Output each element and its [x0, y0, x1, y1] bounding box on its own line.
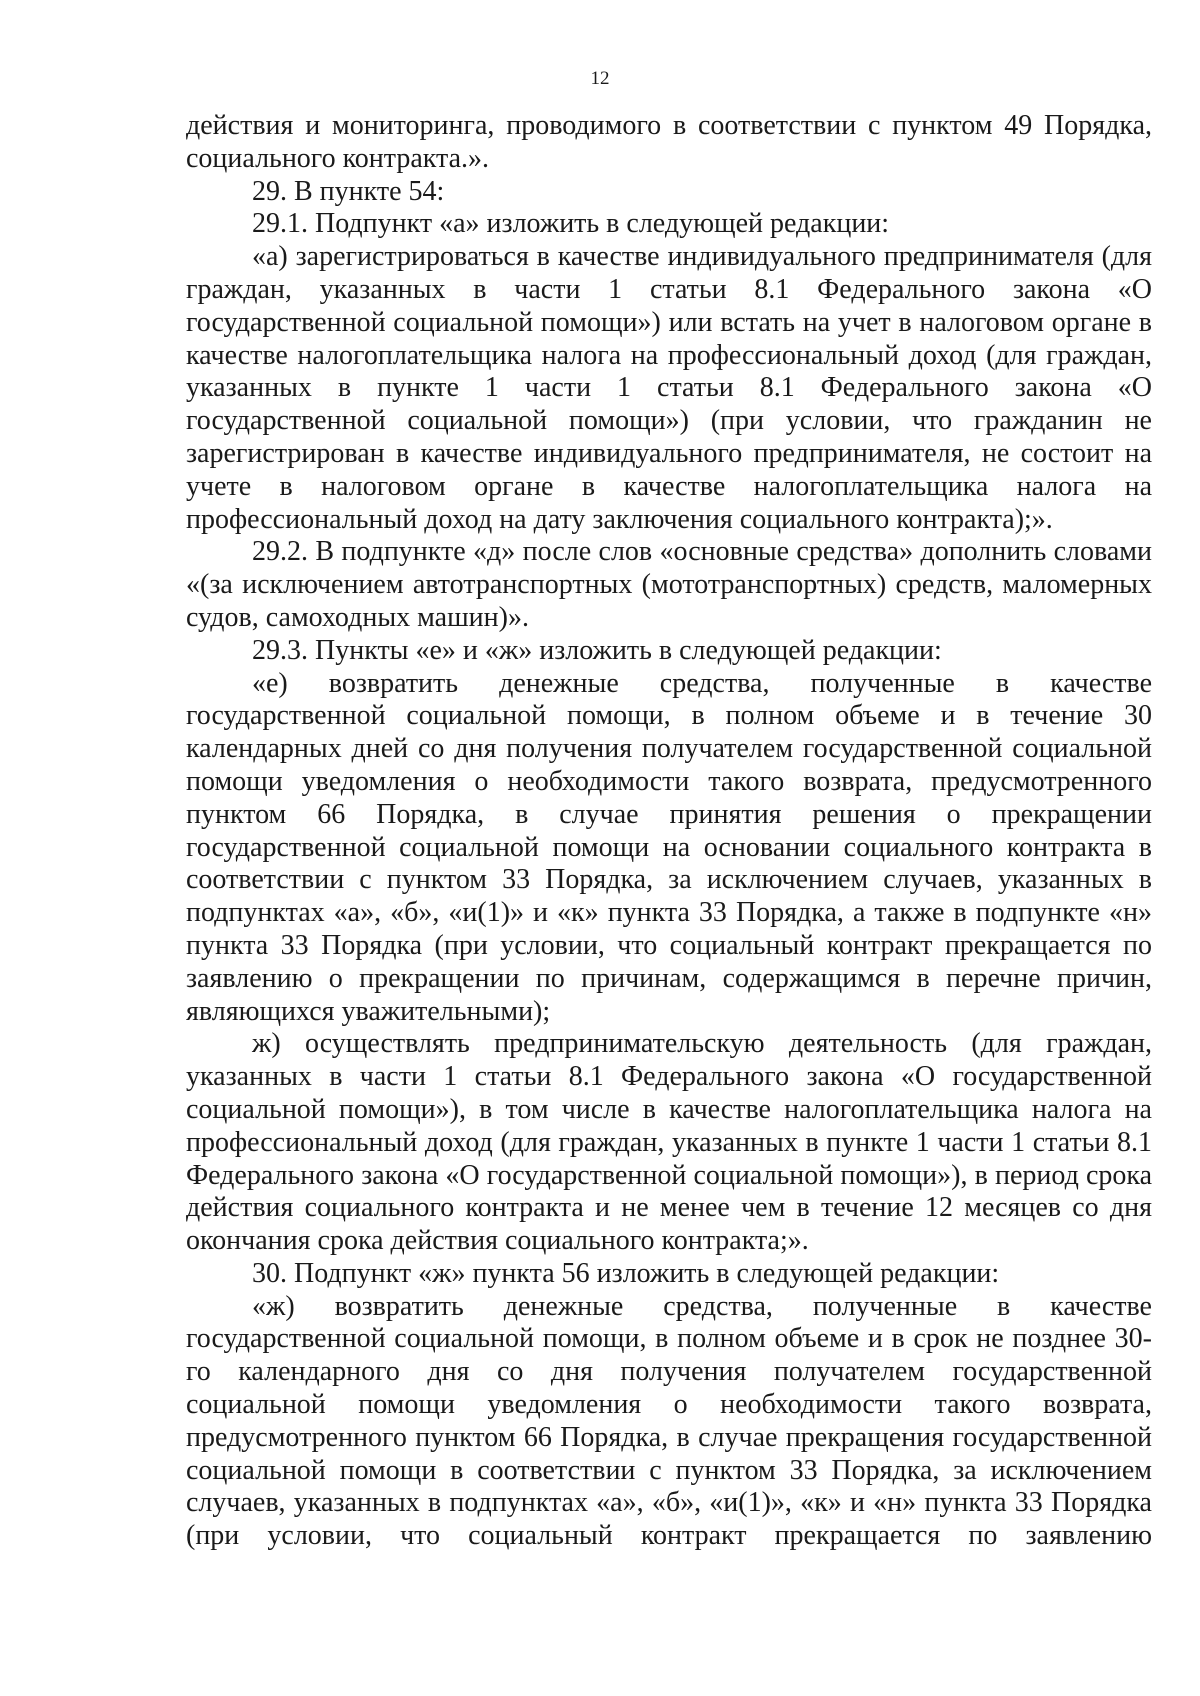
paragraph-continuation: действия и мониторинга, проводимого в соответствии с пунктом 49 Порядка, социального контракта.». [186, 110, 1152, 174]
page-number: 12 [590, 68, 610, 89]
paragraph-30: 30. Подпункт «ж» пункта 56 изложить в следующей редакции: [252, 1257, 1000, 1289]
paragraph-29: 29. В пункте 54: [252, 175, 445, 207]
paragraph-29-2: 29.2. В подпункте «д» после слов «основные средства» дополнить словами «(за исключением автотранспортных (мототранспортных) средств, маломерных судов, самоходных машин)». [186, 536, 1152, 633]
paragraph-subitem-a: «а) зарегистрироваться в качестве индивидуального предпринимателя (для граждан, указанных в части 1 статьи 8.1 Федерального закона «О государственной социальной помощи») или встать на учет в налоговом органе в качестве налогоплательщика налога на профессиональный доход (для граждан, указанных в пункте 1 части 1 статьи 8.1 Федерального закона «О государственной социальной помощи») (при условии, что гражданин не зарегистрирован в качестве индивидуального предпринимателя, не состоит на учете в налоговом органе в качестве налогоплательщика налога на профессиональный доход на дату заключения социального контракта);». [186, 241, 1152, 535]
document-body [186, 110, 1152, 1553]
paragraph-29-3: 29.3. Пункты «е» и «ж» изложить в следующей редакции: [252, 634, 942, 666]
paragraph-29-1: 29.1. Подпункт «а» изложить в следующей редакции: [252, 208, 890, 240]
paragraph-subitem-zh: ж) осуществлять предпринимательскую деятельность (для граждан, указанных в части 1 статьи 8.1 Федерального закона «О государственной социальной помощи»), в том числе в качестве налогоплательщика налога на профессиональный доход (для граждан, указанных в пункте 1 части 1 статьи 8.1 Федерального закона «О государственной социальной помощи»), в период срока действия социального контракта и не менее чем в течение 12 месяцев со дня окончания срока действия социального контракта;». [186, 1028, 1152, 1257]
paragraph-subitem-e: «е) возвратить денежные средства, полученные в качестве государственной социальной помощи, в полном объеме и в течение 30 календарных дней со дня получения получателем государственной социальной помощи уведомления о необходимости такого возврата, предусмотренного пунктом 66 Порядка, в случае принятия решения о прекращении государственной социальной помощи на основании социального контракта в соответствии с пунктом 33 Порядка, за исключением случаев, указанных в подпунктах «а», «б», «и(1)» и «к» пункта 33 Порядка, а также в подпункте «н» пункта 33 Порядка (при условии, что социальный контракт прекращается по заявлению о прекращении по причинам, содержащимся в перечне причин, являющихся уважительными); [186, 667, 1152, 1027]
paragraph-30-subitem-zh: «ж) возвратить денежные средства, полученные в качестве государственной социальной помощи, в полном объеме и в срок не позднее 30-го календарного дня со дня получения получателем государственной социальной помощи уведомления о необходимости такого возврата, предусмотренного пунктом 66 Порядка, в случае прекращения государственной социальной помощи в соответствии с пунктом 33 Порядка, за исключением случаев, указанных в подпунктах «а», «б», «и(1)», «к» и «н» пункта 33 Порядка (при условии, что социальный контракт прекращается по заявлению [186, 1290, 1152, 1552]
